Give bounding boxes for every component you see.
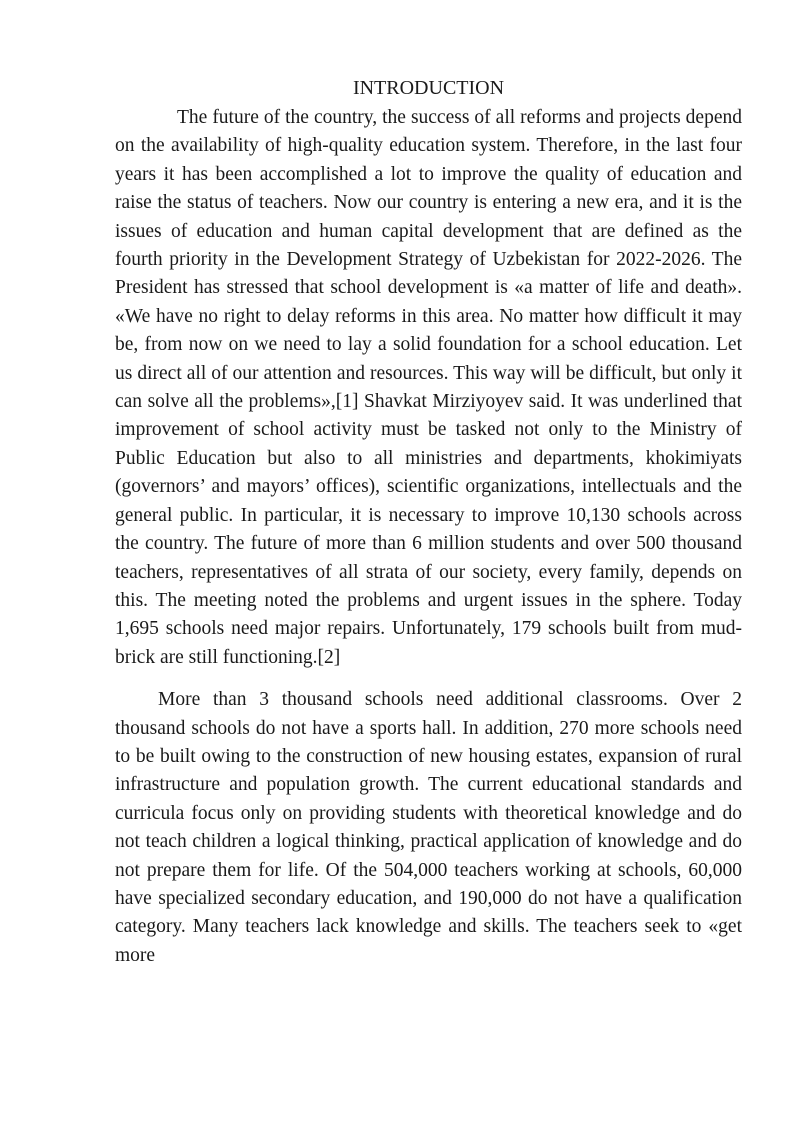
body-paragraph-2: More than 3 thousand schools need additional classrooms. Over 2 thousand schools do not have a sports hall. In addition, 270 more schools need to be built owing to the construction of new housing estates, expansion of rural infrastructure and population growth. The current educational standards and curricula focus only on providing students with theoretical knowledge and do not teach children a logical thinking, practical application of knowledge and do not prepare them for life. Of the 504,000 teachers working at schools, 60,000 have specialized secondary education, and 190,000 do not have a qualification category. Many teachers lack knowledge and skills. The teachers seek to «get more — [115, 689, 742, 966]
body-paragraph-1: The future of the country, the success of all reforms and projects depend on the availability of high-quality education system. Therefore, in the last four years it has been accomplished a lot to improve the quality of education and raise the status of teachers. Now our country is entering a new era, and it is the issues of education and human capital development that are defined as the fourth priority in the Development Strategy of Uzbekistan for 2022-2026. The President has stressed that school development is «a matter of life and death». «We have no right to delay reforms in this area. No matter how difficult it may be, from now on we need to lay a solid foundation for a school education. Let us direct all of our attention and resources. This way will be difficult, but only it can solve all the problems»,[1] Shavkat Mirziyoyev said. It was underlined that improvement of school activity must be tasked not only to the Ministry of Public Education but also to all ministries and departments, khokimiyats (governors’ and mayors’ offices), scientific organizations, intellectuals and the general public. In particular, it is necessary to improve 10,130 schools across the country. The future of more than 6 million students and over 500 thousand teachers, representatives of all strata of our society, every family, depends on this. The meeting noted the problems and urgent issues in the sphere. Today 1,695 schools need major repairs. Unfortunately, 179 schools built from mud-brick are still functioning.[2] — [115, 107, 742, 668]
document-page — [115, 74, 742, 970]
page-title: INTRODUCTION — [352, 77, 505, 99]
